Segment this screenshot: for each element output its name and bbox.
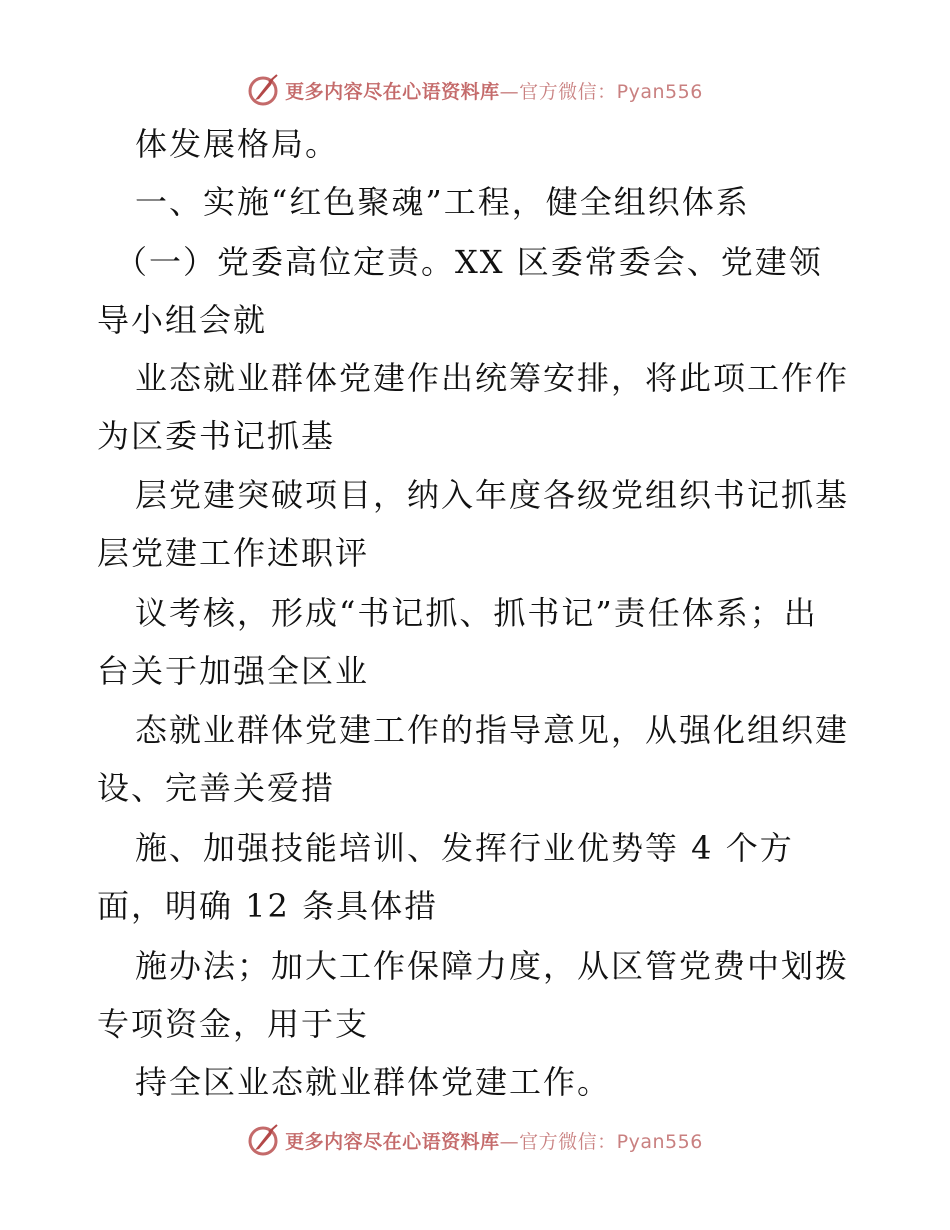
body-line-8: 层党建工作述职评 [97, 534, 370, 572]
footer-banner-wechat: 官方微信：Pyan556 [519, 1130, 703, 1153]
body-line-6: 为区委书记抓基 [97, 417, 336, 455]
quill-logo-icon [247, 73, 281, 107]
body-line-14: 面，明确 12 条具体措 [97, 887, 439, 925]
body-line-15: 施办法；加大工作保障力度，从区管党费中划拨 [135, 947, 850, 985]
body-line-1: 体发展格局。 [135, 125, 340, 163]
body-line-10: 台关于加强全区业 [97, 652, 370, 690]
section-heading: 一、实施“红色聚魂”工程，健全组织体系 [135, 183, 750, 221]
body-line-3: （一）党委高位定责。XX 区委常委会、党建领 [115, 243, 823, 281]
body-line-7: 层党建突破项目，纳入年度各级党组织书记抓基 [135, 476, 850, 514]
body-line-16: 专项资金，用于支 [97, 1005, 370, 1043]
body-line-12: 设、完善关爱措 [97, 769, 336, 807]
footer-banner-separator: — [499, 1130, 520, 1153]
body-line-5: 业态就业群体党建作出统筹安排，将此项工作作 [135, 359, 850, 397]
header-banner-text [285, 77, 703, 104]
body-line-4: 导小组会就 [97, 301, 268, 339]
header-banner-wechat: 官方微信：Pyan556 [519, 80, 703, 103]
header-banner-main: 更多内容尽在心语资料库 [285, 80, 500, 103]
footer-banner-text [285, 1127, 703, 1154]
body-line-11: 态就业群体党建工作的指导意见，从强化组织建 [135, 711, 850, 749]
footer-banner [0, 1120, 950, 1160]
footer-banner-main: 更多内容尽在心语资料库 [285, 1130, 500, 1153]
header-banner [0, 70, 950, 110]
body-line-9: 议考核，形成“书记抓、抓书记”责任体系；出 [135, 594, 818, 632]
quill-logo-icon [247, 1123, 281, 1157]
body-line-13: 施、加强技能培训、发挥行业优势等 4 个方 [135, 829, 794, 867]
body-line-17: 持全区业态就业群体党建工作。 [135, 1063, 612, 1101]
header-banner-separator: — [499, 80, 520, 103]
